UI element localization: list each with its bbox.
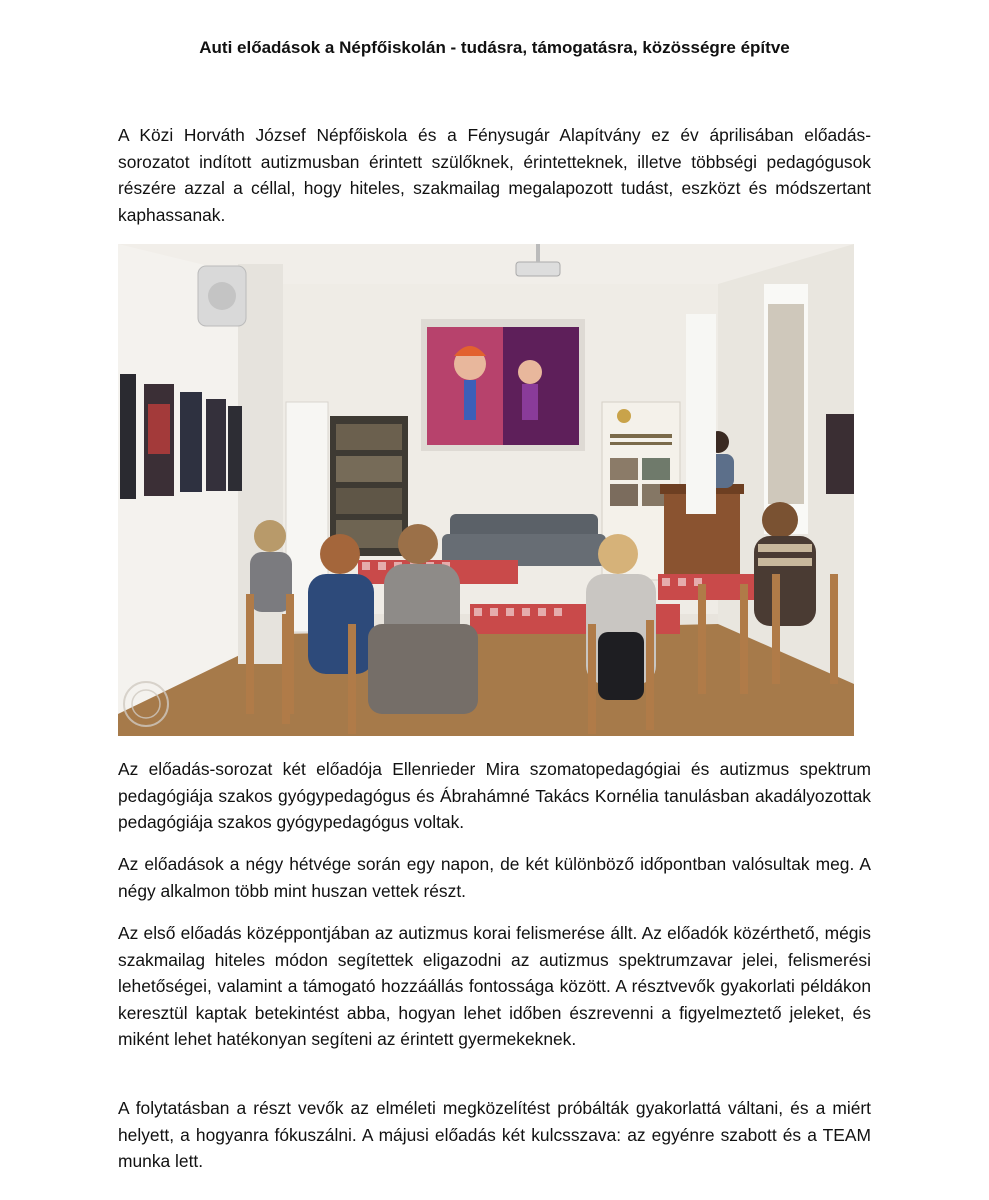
paragraph-schedule: Az előadások a négy hétvége során egy napon, de két különböző időpontban valósultak meg. A négy alkalmon több mint huszan vettek részt. [118, 854, 871, 901]
paragraph-first-lecture: Az első előadás középpontjában az autizmus korai felismerése állt. Az előadók közérthető, mégis szakmailag hiteles módon segítettek eligazodni az autizmus spektrumzavar jelei, felismerési lehetőségei, valamint a támogató hozzáállás fontossága között. A résztvevők gyakorlati példákon keresztül kaptak betekintést abba, hogyan lehet időben észrevenni a figyelmeztető jeleket, és miként lehet hatékonyan segíteni az érintett gyermekeknek. [118, 923, 871, 1049]
paragraph-intro: A Közi Horváth József Népfőiskola és a Fénysugár Alapítvány ez év áprilisában előadás-sorozatot indított autizmusban érintett szülőknek, érintetteknek, illetve többségi pedagógusok részére azzal a céllal, hogy hiteles, szakmailag megalapozott tudást, eszközt és módszertant kaphassanak. [118, 125, 871, 225]
paragraph-continuation: A folytatásban a részt vevők az elméleti megközelítést próbálták gyakorlattá váltani, és a miért helyett, a hogyanra fókuszálni. A májusi előadás két kulcsszava: az egyénre szabott és a TEAM munka lett. [118, 1098, 871, 1171]
paragraph-lecturers: Az előadás-sorozat két előadója Ellenrieder Mira szomatopedagógiai és autizmus spektrum pedagógiája szakos gyógypedagógus és Ábrahámné Takács Kornélia tanulásban akadályozottak pedagógiája szakos gyógypedagógus voltak. [118, 759, 871, 832]
page-title: Auti előadások a Népfőiskolán - tudásra, támogatásra, közösségre építve [199, 38, 790, 57]
lecture-photo [118, 244, 854, 736]
